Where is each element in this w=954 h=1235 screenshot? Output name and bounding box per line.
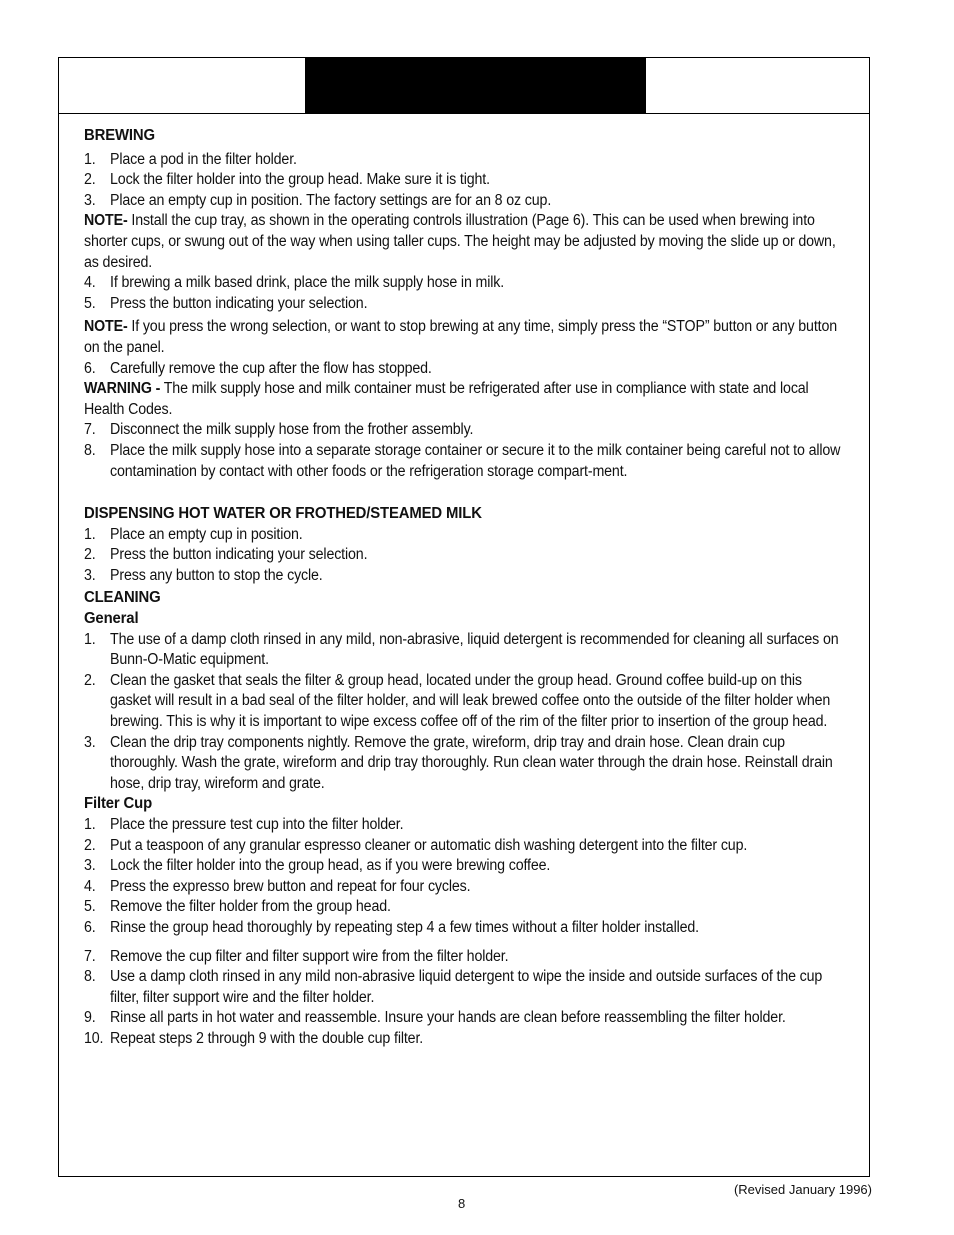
list-item-number: 3. <box>84 191 96 209</box>
brewing-list-b <box>84 273 844 314</box>
list-item <box>84 441 844 482</box>
list-item <box>84 1008 844 1029</box>
list-item <box>84 671 844 733</box>
note-text: If you press the wrong selection, or want to stop brewing at any time, simply press the “STOP” button or any button on the panel. <box>84 318 838 356</box>
list-item-number: 1. <box>84 816 96 833</box>
list-item-text: Press the expresso brew button and repeat for four cycles. <box>110 877 471 895</box>
list-item-text: Remove the filter holder from the group head. <box>110 898 391 916</box>
list-item <box>84 566 844 587</box>
list-item-number: 6. <box>84 359 96 377</box>
list-item-text: Clean the gasket that seals the filter & group head, located under the group head. Ground coffee build-up on this gasket will result in a bad seal of the filter holder, and will leak brewed coffee onto the outside of the filter holder when brewing. This is why it is important to wipe excess coffee off of the rim of the filter prior to insertion of the group head. <box>110 671 831 731</box>
list-item-number: 3. <box>84 733 96 751</box>
list-item <box>84 836 844 857</box>
list-item-number: 7. <box>84 421 96 439</box>
list-item-text: Place the milk supply hose into a separate storage container or secure it to the milk container being careful not to allow contamination by contact with other foods or the refrigeration storage compart-ment. <box>110 441 841 480</box>
warning-label: WARNING - <box>84 380 161 398</box>
list-item-number: 8. <box>84 968 96 986</box>
list-item-text: Carefully remove the cup after the flow has stopped. <box>110 359 432 377</box>
list-item-text: Press the button indicating your selection. <box>110 546 368 564</box>
list-item-number: 2. <box>84 671 96 689</box>
main-content <box>84 126 844 1050</box>
list-item-number: 5. <box>84 898 96 916</box>
brewing-warning <box>84 379 844 420</box>
list-item <box>84 170 844 191</box>
note-label: NOTE- <box>84 318 128 336</box>
list-item-number: 2. <box>84 546 96 564</box>
cleaning-heading: CLEANING <box>84 589 161 607</box>
dispensing-list <box>84 525 844 587</box>
list-item <box>84 525 844 546</box>
list-item-number: 1. <box>84 630 96 648</box>
note-text: Install the cup tray, as shown in the operating controls illustration (Page 6). This can be used when brewing into shorter cups, or swung out of the way when using taller cups. The height may be adjusted by moving the slide up or down, as desired. <box>84 212 836 271</box>
list-item-number: 4. <box>84 274 96 292</box>
list-item-text: If brewing a milk based drink, place the milk supply hose in milk. <box>110 274 505 292</box>
list-item <box>84 947 844 968</box>
list-item <box>84 897 844 918</box>
note-label: NOTE- <box>84 212 128 230</box>
list-item <box>84 1029 844 1050</box>
brewing-list-c <box>84 359 844 380</box>
list-item-number: 9. <box>84 1009 96 1027</box>
list-item <box>84 191 844 212</box>
list-item-number: 6. <box>84 918 96 936</box>
list-item-number: 4. <box>84 877 96 895</box>
list-item-text: Press any button to stop the cycle. <box>110 566 323 584</box>
list-item-text: Place an empty cup in position. The factory settings are for an 8 oz cup. <box>110 191 552 209</box>
list-item <box>84 815 844 836</box>
list-item-text: Lock the filter holder into the group head, as if you were brewing coffee. <box>110 857 551 875</box>
list-item <box>84 918 844 939</box>
list-item-text: Place the pressure test cup into the filter holder. <box>110 816 404 833</box>
general-list <box>84 630 844 795</box>
list-item-number: 1. <box>84 525 96 543</box>
list-item-text: Rinse the group head thoroughly by repeating step 4 a few times without a filter holder installed. <box>110 918 699 936</box>
list-item <box>84 877 844 898</box>
brewing-list-a <box>84 150 844 212</box>
page-frame <box>58 57 870 1177</box>
brewing-heading: BREWING <box>84 127 155 144</box>
list-item-number: 10. <box>84 1029 104 1047</box>
list-item-text: Place a pod in the filter holder. <box>110 150 297 168</box>
list-item-text: Repeat steps 2 through 9 with the double cup filter. <box>110 1029 424 1047</box>
list-item-text: The use of a damp cloth rinsed in any mild, non-abrasive, liquid detergent is recommended for cleaning all surfaces on Bunn-O-Matic equipment. <box>110 630 839 669</box>
page-number: 8 <box>458 1196 466 1211</box>
list-item <box>84 420 844 441</box>
list-item-number: 2. <box>84 836 96 854</box>
list-item <box>84 630 844 671</box>
list-item-number: 3. <box>84 566 96 584</box>
list-item-text: Rinse all parts in hot water and reassemble. Insure your hands are clean before reassembling the filter holder. <box>110 1009 786 1027</box>
filter-cup-list-b <box>84 947 844 1050</box>
list-item-text: Place an empty cup in position. <box>110 525 303 543</box>
list-item <box>84 359 844 380</box>
general-heading: General <box>84 610 139 628</box>
list-item <box>84 967 844 1008</box>
list-item-text: Lock the filter holder into the group head. Make sure it is tight. <box>110 171 490 189</box>
revision-note: (Revised January 1996) <box>733 1182 872 1197</box>
list-item-number: 5. <box>84 294 96 312</box>
brewing-note-2 <box>84 317 844 358</box>
list-item-number: 7. <box>84 947 96 965</box>
list-item-number: 1. <box>84 150 96 168</box>
list-item-number: 8. <box>84 441 96 459</box>
filter-cup-list-a <box>84 815 844 939</box>
list-item <box>84 294 844 315</box>
list-item-text: Disconnect the milk supply hose from the frother assembly. <box>110 421 474 439</box>
list-item-text: Remove the cup filter and filter support wire from the filter holder. <box>110 947 509 965</box>
list-item-number: 2. <box>84 171 96 189</box>
brewing-list-d <box>84 420 844 482</box>
list-item <box>84 273 844 294</box>
header-black-bar <box>305 58 646 113</box>
list-item-number: 3. <box>84 857 96 875</box>
header-band <box>59 58 869 114</box>
filter-cup-heading: Filter Cup <box>84 795 153 813</box>
list-item <box>84 545 844 566</box>
list-item-text: Clean the drip tray components nightly. Remove the grate, wireform, drip tray and drain hose. Clean drain cup thoroughly. Wash the grate, wireform and drip tray thoroughly. Run clean water through the drain hose. Reinstall drain hose, drip tray, wireform and grate. <box>110 733 833 792</box>
dispensing-heading: DISPENSING HOT WATER OR FROTHED/STEAMED MILK <box>84 505 482 523</box>
brewing-note-1 <box>84 211 844 273</box>
list-item <box>84 733 844 795</box>
list-item-text: Put a teaspoon of any granular espresso cleaner or automatic dish washing detergent into the filter cup. <box>110 836 748 854</box>
list-item <box>84 856 844 877</box>
list-item <box>84 150 844 171</box>
list-item-text: Press the button indicating your selection. <box>110 294 368 312</box>
warning-text: The milk supply hose and milk container must be refrigerated after use in compliance with state and local Health Codes. <box>84 380 809 418</box>
list-item-text: Use a damp cloth rinsed in any mild non-abrasive liquid detergent to wipe the inside and outside surfaces of the cup filter, filter support wire and the filter holder. <box>110 968 823 1006</box>
